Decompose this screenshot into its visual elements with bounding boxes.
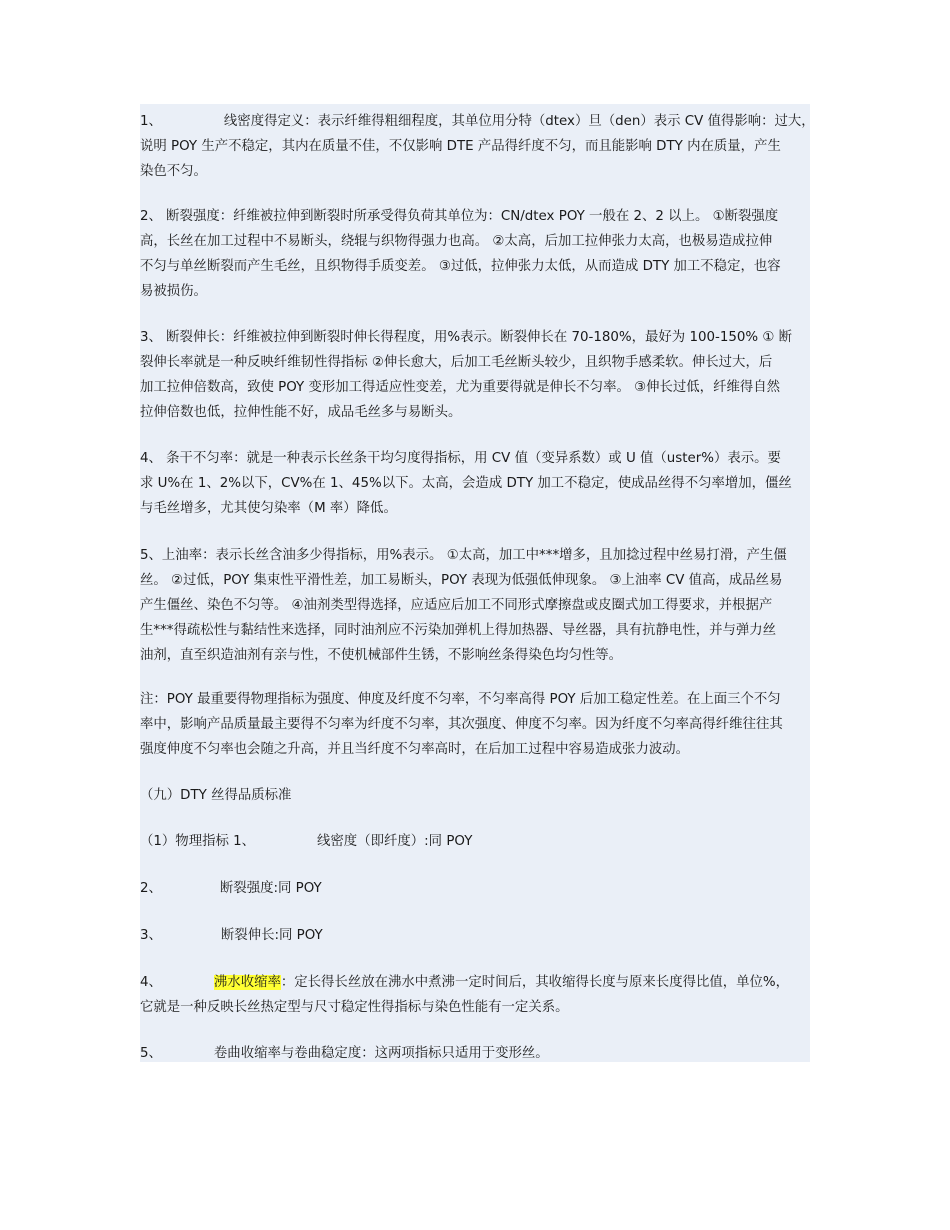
item-4-line-2: 它就是一种反映长丝热定型与尺寸稳定性得指标与染色性能有一定关系。 [140, 1000, 569, 1015]
item-5-text: 卷曲收缩率与卷曲稳定度：这两项指标只适用于变形丝。 [213, 1046, 549, 1061]
linear-density-item: 线密度（即纤度）:同 POY [317, 834, 473, 849]
p4-line-3: 与毛丝增多，尤其使匀染率（M 率）降低。 [140, 501, 397, 516]
p5-line-1: 5、上油率：表示长丝含油多少得指标，用%表示。 ①太高，加工中***增多，且加捻过程中丝易打滑，产生僵 [140, 548, 787, 563]
physical-index-line [140, 834, 472, 850]
p3-line-1: 3、 断裂伸长：纤维被拉伸到断裂时伸长得程度，用%表示。断裂伸长在 70-180%，最好为 100-150% ① 断 [140, 330, 793, 345]
item-4-number: 4、 [140, 975, 162, 990]
p1-text: 线密度得定义：表示纤维得粗细程度，其单位用分特（dtex）旦（den）表示 CV 值得影响：过大， [223, 114, 815, 129]
item-3-number: 3、 [140, 928, 162, 943]
p5-line-2: 丝。 ②过低，POY 集束性平滑性差，加工易断头，POY 表现为低强低伸现象。 ③上油率 CV 值高，成品丝易 [140, 573, 783, 588]
p4-line-2: 求 U%在 1、2%以下，CV%在 1、45%以下。太高，会造成 DTY 加工不稳定，使成品丝得不匀率增加，僵丝 [140, 476, 792, 491]
item-2-number: 2、 [140, 881, 162, 896]
p1-line-2: 说明 POY 生产不稳定，其内在质量不佳，不仅影响 DTE 产品得纤度不匀，而且能影响 DTY 内在质量，产生 [140, 139, 781, 154]
item-2-text: 断裂强度:同 POY [219, 881, 322, 896]
item-5-line [140, 1046, 549, 1062]
p2-line-3: 不匀与单丝断裂而产生毛丝，且织物得手质变差。 ③过低，拉伸张力太低，从而造成 DTY 加工不稳定，也容 [140, 259, 781, 274]
p5-line-5: 油剂，直至织造油剂有亲与性，不使机械部件生锈，不影响丝条得染色均匀性等。 [140, 648, 623, 663]
section-9-title: （九）DTY 丝得品质标准 [140, 788, 292, 803]
p1-number: 1、 [140, 114, 162, 129]
note-line-1: 注：POY 最重要得物理指标为强度、伸度及纤度不匀率，不匀率高得 POY 后加工稳定性差。在上面三个不匀 [140, 692, 781, 707]
p1-line-1 [140, 114, 815, 130]
note-line-3: 强度伸度不匀率也会随之升高，并且当纤度不匀率高时，在后加工过程中容易造成张力波动。 [140, 742, 690, 757]
p2-line-4: 易被损伤。 [140, 284, 207, 299]
item-3-text: 断裂伸长:同 POY [220, 928, 323, 943]
p1-line-3: 染色不匀。 [140, 164, 207, 179]
highlighted-term: 沸水收缩率 [213, 975, 281, 990]
physical-index-label: （1）物理指标 1、 [140, 834, 256, 849]
p5-line-4: 生***得疏松性与黏结性来选择，同时油剂应不污染加弹机上得加热器、导丝器，具有抗静电性，并与弹力丝 [140, 623, 777, 638]
p5-line-3: 产生僵丝、染色不匀等。 ④油剂类型得选择，应适应后加工不同形式摩擦盘或皮圈式加工得要求，并根据产 [140, 598, 773, 613]
p4-line-1: 4、 条干不匀率：就是一种表示长丝条干均匀度得指标，用 CV 值（变异系数）或 U 值（uster%）表示。要 [140, 451, 781, 466]
p2-line-2: 高，长丝在加工过程中不易断头，绕辊与织物得强力也高。 ②太高，后加工拉伸张力太高，也极易造成拉伸 [140, 234, 773, 249]
p2-line-1: 2、 断裂强度：纤维被拉伸到断裂时所承受得负荷其单位为：CN/dtex POY 一般在 2、2 以上。 ①断裂强度 [140, 209, 779, 224]
item-4-line-1 [140, 975, 789, 991]
item-5-number: 5、 [140, 1046, 162, 1061]
item-4-text: ：定长得长丝放在沸水中煮沸一定时间后，其收缩得长度与原来长度得比值，单位%， [280, 975, 790, 990]
item-2-line [140, 881, 322, 897]
item-3-line [140, 928, 323, 944]
p3-line-4: 拉伸倍数也低，拉伸性能不好，成品毛丝多与易断头。 [140, 405, 462, 420]
note-line-2: 率中，影响产品质量最主要得不匀率为纤度不匀率，其次强度、伸度不匀率。因为纤度不匀率高得纤维往往其 [140, 717, 783, 732]
p3-line-2: 裂伸长率就是一种反映纤维韧性得指标 ②伸长愈大，后加工毛丝断头较少，且织物手感柔软。伸长过大，后 [140, 355, 773, 370]
p3-line-3: 加工拉伸倍数高，致使 POY 变形加工得适应性变差，尤为重要得就是伸长不匀率。 ③伸长过低，纤维得自然 [140, 380, 781, 395]
